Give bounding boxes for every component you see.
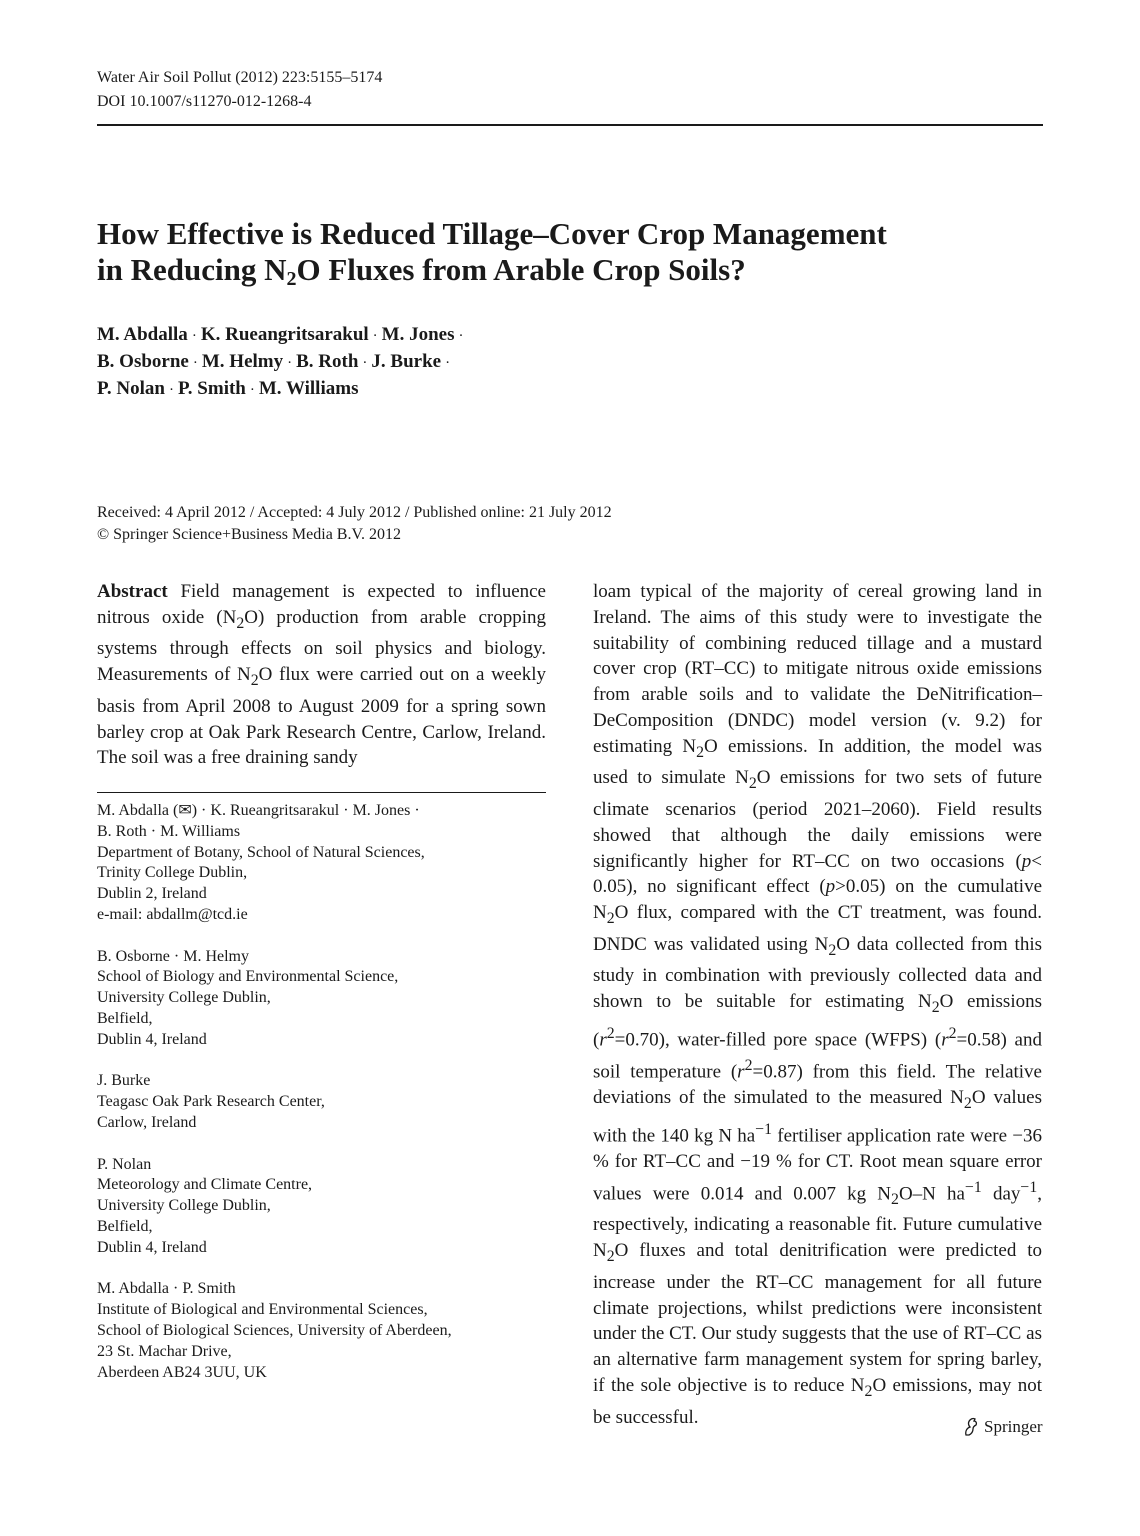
- affiliation-line: University College Dublin,: [97, 989, 271, 1007]
- doi[interactable]: DOI 10.1007/s11270-012-1268-4: [97, 93, 312, 110]
- affiliation-line: University College Dublin,: [97, 1197, 271, 1215]
- affiliation-block: [97, 801, 546, 926]
- affiliation-line: J. Burke: [97, 1072, 151, 1090]
- author-list: [97, 322, 468, 403]
- affiliation-line: P. Nolan: [97, 1155, 152, 1173]
- affiliation-line: Aberdeen AB24 3UU, UK: [97, 1363, 267, 1381]
- affiliation-line: Dublin 4, Ireland: [97, 1030, 207, 1048]
- affiliation-rule: [97, 792, 546, 793]
- paper-title: [97, 216, 1037, 288]
- author-name[interactable]: B. Roth: [296, 351, 359, 372]
- abstract-part-1: Abstract Field management is expected to influence nitrous oxide $(N_2O)$ production from arable cropping systems through effects on soil physics and biology. Measurements of $N_2O$ flux were carried out on a weekly basis from April 2008 to August 2009 for a spring sown barley crop at Oak Park Research Centre, Carlow, Ireland. The soil was a free draining sandy: [97, 581, 546, 769]
- abstract-part-2: loam typical of the majority of cereal growing land in Ireland. The aims of this study were to investigate the suitability of combining reduced tillage and a mustard cover crop (RT–CC) to mitigate nitrous oxide emissions from arable soils and to validate the DeNitrification–DeComposition (DNDC) model version (v. 9.2) for estimating $N_2O$ emissions. In addition, the model was used to simulate $N_2O$ emissions for two sets of future climate scenarios (period 2021–2060). Field results showed that although the daily emissions were significantly higher for RT–CC on two occasions (p< 0.05), no significant effect (p>0.05) on the cumulative $N_2O$ flux, compared with the CT treatment, was found. DNDC was validated using $N_2O$ data collected from this study in combination with previously collected data and shown to be suitable for estimating $N_2O$ emissions $(r^2=0.70)$, water-filled pore space (WFPS) $(r^2=0.58)$ and soil temperature $(r^2=0.87)$ from this field. The relative deviations of the simulated to the measured $N_2O$ values with the 140 kg N $ha^{-1}$ fertiliser application rate were −36 % for RT–CC and −19 % for CT. Root mean square error values were 0.014 and 0.007 kg $N_2O-N$ $ha^{-1}$ day$^{-1}$, respectively, indicating a reasonable fit. Future cumulative $N_2O$ fluxes and total denitrification were predicted to increase under the RT–CC management for all future climate projections, whilst predictions were inconsistent under the CT. Our study suggests that the use of RT–CC as an alternative farm management system for spring barley, if the sole objective is to reduce $N_2O$ emissions, may not be successful.: [593, 581, 1043, 1428]
- affiliation-line: Dublin 2, Ireland: [97, 885, 207, 903]
- author-name[interactable]: B. Osborne: [97, 351, 189, 372]
- affiliations: [97, 801, 546, 1404]
- author-name[interactable]: P. Nolan: [97, 378, 165, 399]
- affiliation-line: M. Abdalla (✉) · K. Rueangritsarakul · M. Jones ·: [97, 802, 420, 819]
- affiliation-line: Carlow, Ireland: [97, 1113, 197, 1131]
- affiliation-line: Belfield,: [97, 1217, 153, 1235]
- affiliation-line: Belfield,: [97, 1009, 153, 1027]
- affiliation-line: 23 St. Machar Drive,: [97, 1342, 232, 1360]
- affiliation-line: B. Osborne · M. Helmy: [97, 947, 249, 965]
- title-subscript: 2: [286, 268, 297, 290]
- affiliation-block: [97, 1155, 546, 1259]
- copyright: © Springer Science+Business Media B.V. 2012: [97, 526, 401, 543]
- author-line-1: M. Abdalla · K. Rueangritsarakul · M. Jones ·: [97, 324, 464, 345]
- abstract-label: Abstract: [97, 581, 168, 602]
- author-name[interactable]: M. Helmy: [201, 351, 284, 372]
- author-name[interactable]: M. Abdalla: [97, 324, 188, 345]
- affiliation-line: Institute of Biological and Environmental Sciences,: [97, 1301, 428, 1319]
- affiliation-block: [97, 947, 546, 1051]
- publisher-logo: [962, 1417, 1043, 1437]
- author-name[interactable]: M. Jones: [381, 324, 455, 345]
- title-line-2-start: in Reducing N: [97, 252, 287, 287]
- affiliation-block: [97, 1279, 546, 1383]
- author-name[interactable]: P. Smith: [177, 378, 246, 399]
- title-line-2-end: O Fluxes from Arable Crop Soils?: [296, 252, 746, 287]
- affiliation-line: M. Abdalla · P. Smith: [97, 1280, 236, 1298]
- author-name[interactable]: M. Williams: [258, 378, 359, 399]
- author-name[interactable]: K. Rueangritsarakul: [200, 324, 369, 345]
- title-line-1: How Effective is Reduced Tillage–Cover Crop Management: [97, 216, 887, 251]
- left-column: [97, 579, 546, 771]
- affiliation-line: Meteorology and Climate Centre,: [97, 1176, 313, 1194]
- header-rule: [97, 124, 1043, 126]
- affiliation-line: School of Biology and Environmental Science,: [97, 968, 399, 986]
- affiliation-line: Dublin 4, Ireland: [97, 1238, 207, 1256]
- springer-horse-icon: [962, 1417, 980, 1437]
- publisher-name: Springer: [984, 1417, 1043, 1436]
- date-history: Received: 4 April 2012 / Accepted: 4 July 2012 / Published online: 21 July 2012: [97, 504, 612, 521]
- affiliation-line: Trinity College Dublin,: [97, 864, 248, 882]
- affiliation-block: [97, 1071, 546, 1133]
- affiliation-line: B. Roth · M. Williams: [97, 822, 241, 840]
- journal-citation: Water Air Soil Pollut (2012) 223:5155–5174: [97, 69, 383, 86]
- journal-header: [97, 66, 382, 114]
- author-line-3: P. Nolan · P. Smith · M. Williams: [97, 378, 359, 399]
- affiliation-line: e-mail: abdallm@tcd.ie: [97, 905, 248, 923]
- affiliation-line: Department of Botany, School of Natural Sciences,: [97, 843, 425, 861]
- publication-dates: [97, 502, 612, 546]
- affiliation-line: Teagasc Oak Park Research Center,: [97, 1093, 325, 1111]
- affiliation-line: School of Biological Sciences, University of Aberdeen,: [97, 1321, 452, 1339]
- author-name[interactable]: J. Burke: [371, 351, 442, 372]
- author-line-2: B. Osborne · M. Helmy · B. Roth · J. Burke ·: [97, 351, 451, 372]
- right-column: [593, 579, 1042, 1430]
